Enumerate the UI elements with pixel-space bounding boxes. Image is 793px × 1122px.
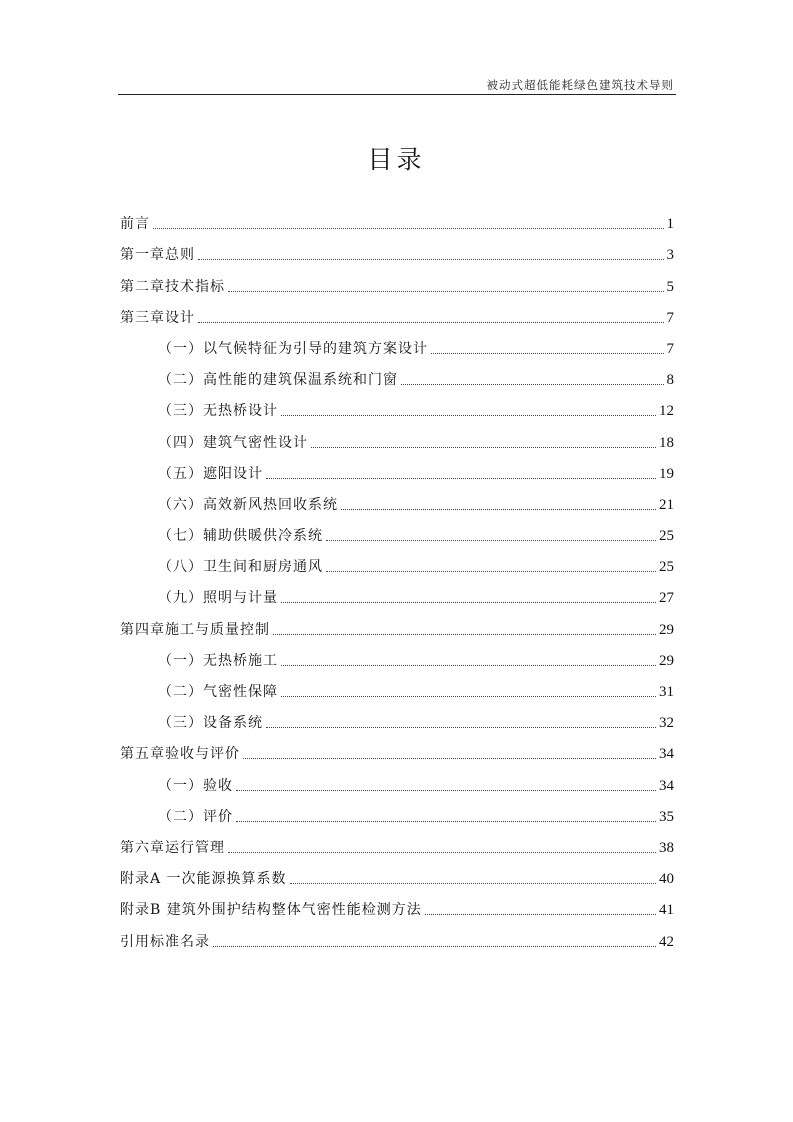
toc-dot-leader (236, 820, 656, 822)
toc-entry-label: （一）以气候特征为引导的建筑方案设计 (158, 340, 428, 357)
toc-entry-page-number: 42 (659, 933, 674, 950)
toc-entry-page-number: 32 (659, 715, 674, 732)
toc-dot-leader (266, 726, 656, 728)
toc-entry-label: （六）高效新风热回收系统 (158, 496, 338, 513)
toc-entry-label: 第五章验收与评价 (120, 746, 240, 763)
toc-entry-label: （二）评价 (158, 808, 233, 825)
toc-entry-label: 第三章设计 (120, 309, 195, 326)
toc-dot-leader (281, 664, 656, 666)
toc-entry[interactable] (120, 233, 674, 264)
toc-entry[interactable] (120, 358, 674, 389)
toc-entry[interactable] (120, 296, 674, 327)
toc-entry-label: （八）卫生间和厨房通风 (158, 559, 323, 576)
toc-entry-label: （四）建筑气密性设计 (158, 434, 308, 451)
toc-entry[interactable] (120, 483, 674, 514)
toc-entry-page-number: 34 (659, 746, 674, 763)
toc-entry[interactable] (120, 607, 674, 638)
toc-entry-page-number: 31 (659, 684, 674, 700)
toc-dot-leader (273, 633, 656, 635)
toc-entry-label: （三）无热桥设计 (158, 403, 278, 420)
toc-entry[interactable] (120, 420, 674, 451)
toc-entry-page-number: 38 (659, 839, 674, 856)
toc-entry-page-number: 35 (659, 808, 674, 825)
toc-entry-page-number: 12 (659, 403, 674, 420)
toc-entry-label: 第二章技术指标 (120, 278, 225, 295)
toc-dot-leader (401, 383, 664, 385)
toc-entry[interactable] (120, 202, 674, 233)
toc-entry-page-number: 1 (666, 216, 674, 233)
toc-entry[interactable] (120, 919, 674, 950)
toc-entry-page-number: 19 (659, 465, 674, 482)
running-header-text: 被动式超低能耗绿色建筑技术导则 (486, 78, 674, 92)
toc-dot-leader (311, 446, 656, 448)
toc-entry-label: （二）高性能的建筑保温系统和门窗 (158, 372, 398, 389)
toc-entry-label: 附录B 建筑外围护结构整体气密性能检测方法 (120, 902, 422, 919)
toc-entry-label: （一）无热桥施工 (158, 652, 278, 669)
toc-entry-page-number: 8 (666, 372, 674, 389)
toc-dot-leader (281, 601, 656, 603)
toc-dot-leader (228, 290, 664, 292)
toc-entry[interactable] (120, 514, 674, 545)
toc-entry[interactable] (120, 327, 674, 358)
toc-entry-page-number: 25 (659, 528, 674, 545)
toc-entry-label: 附录A 一次能源换算系数 (120, 871, 287, 888)
toc-entry-label: （三）设备系统 (158, 715, 263, 732)
toc-entry-page-number: 7 (666, 309, 674, 326)
toc-entry[interactable] (120, 389, 674, 420)
toc-dot-leader (198, 258, 664, 260)
toc-entry-label: 第一章总则 (120, 247, 195, 264)
toc-entry-label: 第六章运行管理 (120, 839, 225, 856)
toc-dot-leader (153, 227, 664, 229)
toc-entry-label: （五）遮阳设计 (158, 465, 263, 482)
page-title: 目录 (367, 145, 426, 174)
toc-dot-leader (213, 945, 656, 947)
toc-dot-leader (290, 882, 656, 884)
toc-entry[interactable] (120, 639, 674, 670)
toc-dot-leader (431, 352, 664, 354)
running-header (118, 76, 676, 95)
toc-entry[interactable] (120, 795, 674, 826)
toc-entry-page-number: 34 (659, 777, 674, 794)
toc-dot-leader (243, 757, 656, 759)
toc-dot-leader (281, 414, 656, 416)
toc-dot-leader (198, 321, 664, 323)
toc-entry[interactable] (120, 732, 674, 763)
toc-entry-page-number: 29 (659, 652, 674, 669)
toc-entry-label: 引用标准名录 (120, 933, 210, 950)
toc-entry-page-number: 18 (659, 434, 674, 451)
table-of-contents (120, 202, 674, 951)
toc-entry-label: （二）气密性保障 (158, 684, 278, 700)
toc-entry-label: （七）辅助供暖供冷系统 (158, 528, 323, 545)
toc-entry-page-number: 21 (659, 496, 674, 513)
toc-dot-leader (236, 789, 656, 791)
toc-dot-leader (326, 539, 656, 541)
toc-entry[interactable] (120, 857, 674, 888)
toc-entry-label: 前言 (120, 216, 150, 233)
toc-entry-page-number: 29 (659, 621, 674, 638)
toc-entry-label: 第四章施工与质量控制 (120, 621, 270, 638)
toc-entry[interactable] (120, 264, 674, 295)
toc-entry[interactable] (120, 826, 674, 857)
toc-entry-page-number: 3 (666, 247, 674, 264)
toc-dot-leader (281, 695, 656, 697)
toc-entry[interactable] (120, 763, 674, 794)
toc-entry[interactable] (120, 888, 674, 919)
toc-entry-page-number: 27 (659, 590, 674, 607)
toc-entry-label: （九）照明与计量 (158, 590, 278, 607)
toc-entry-page-number: 5 (666, 278, 674, 295)
toc-entry-page-number: 25 (659, 559, 674, 576)
toc-entry-page-number: 40 (659, 871, 674, 888)
toc-dot-leader (425, 913, 656, 915)
toc-entry[interactable] (120, 545, 674, 576)
toc-dot-leader (341, 508, 656, 510)
toc-entry-label: （一）验收 (158, 777, 233, 794)
toc-dot-leader (266, 477, 656, 479)
toc-dot-leader (326, 570, 656, 572)
toc-entry-page-number: 7 (666, 340, 674, 357)
toc-entry[interactable] (120, 576, 674, 607)
toc-entry[interactable] (120, 670, 674, 701)
toc-entry[interactable] (120, 701, 674, 732)
toc-entry-page-number: 41 (659, 902, 674, 919)
toc-entry[interactable] (120, 452, 674, 483)
toc-dot-leader (228, 851, 656, 853)
